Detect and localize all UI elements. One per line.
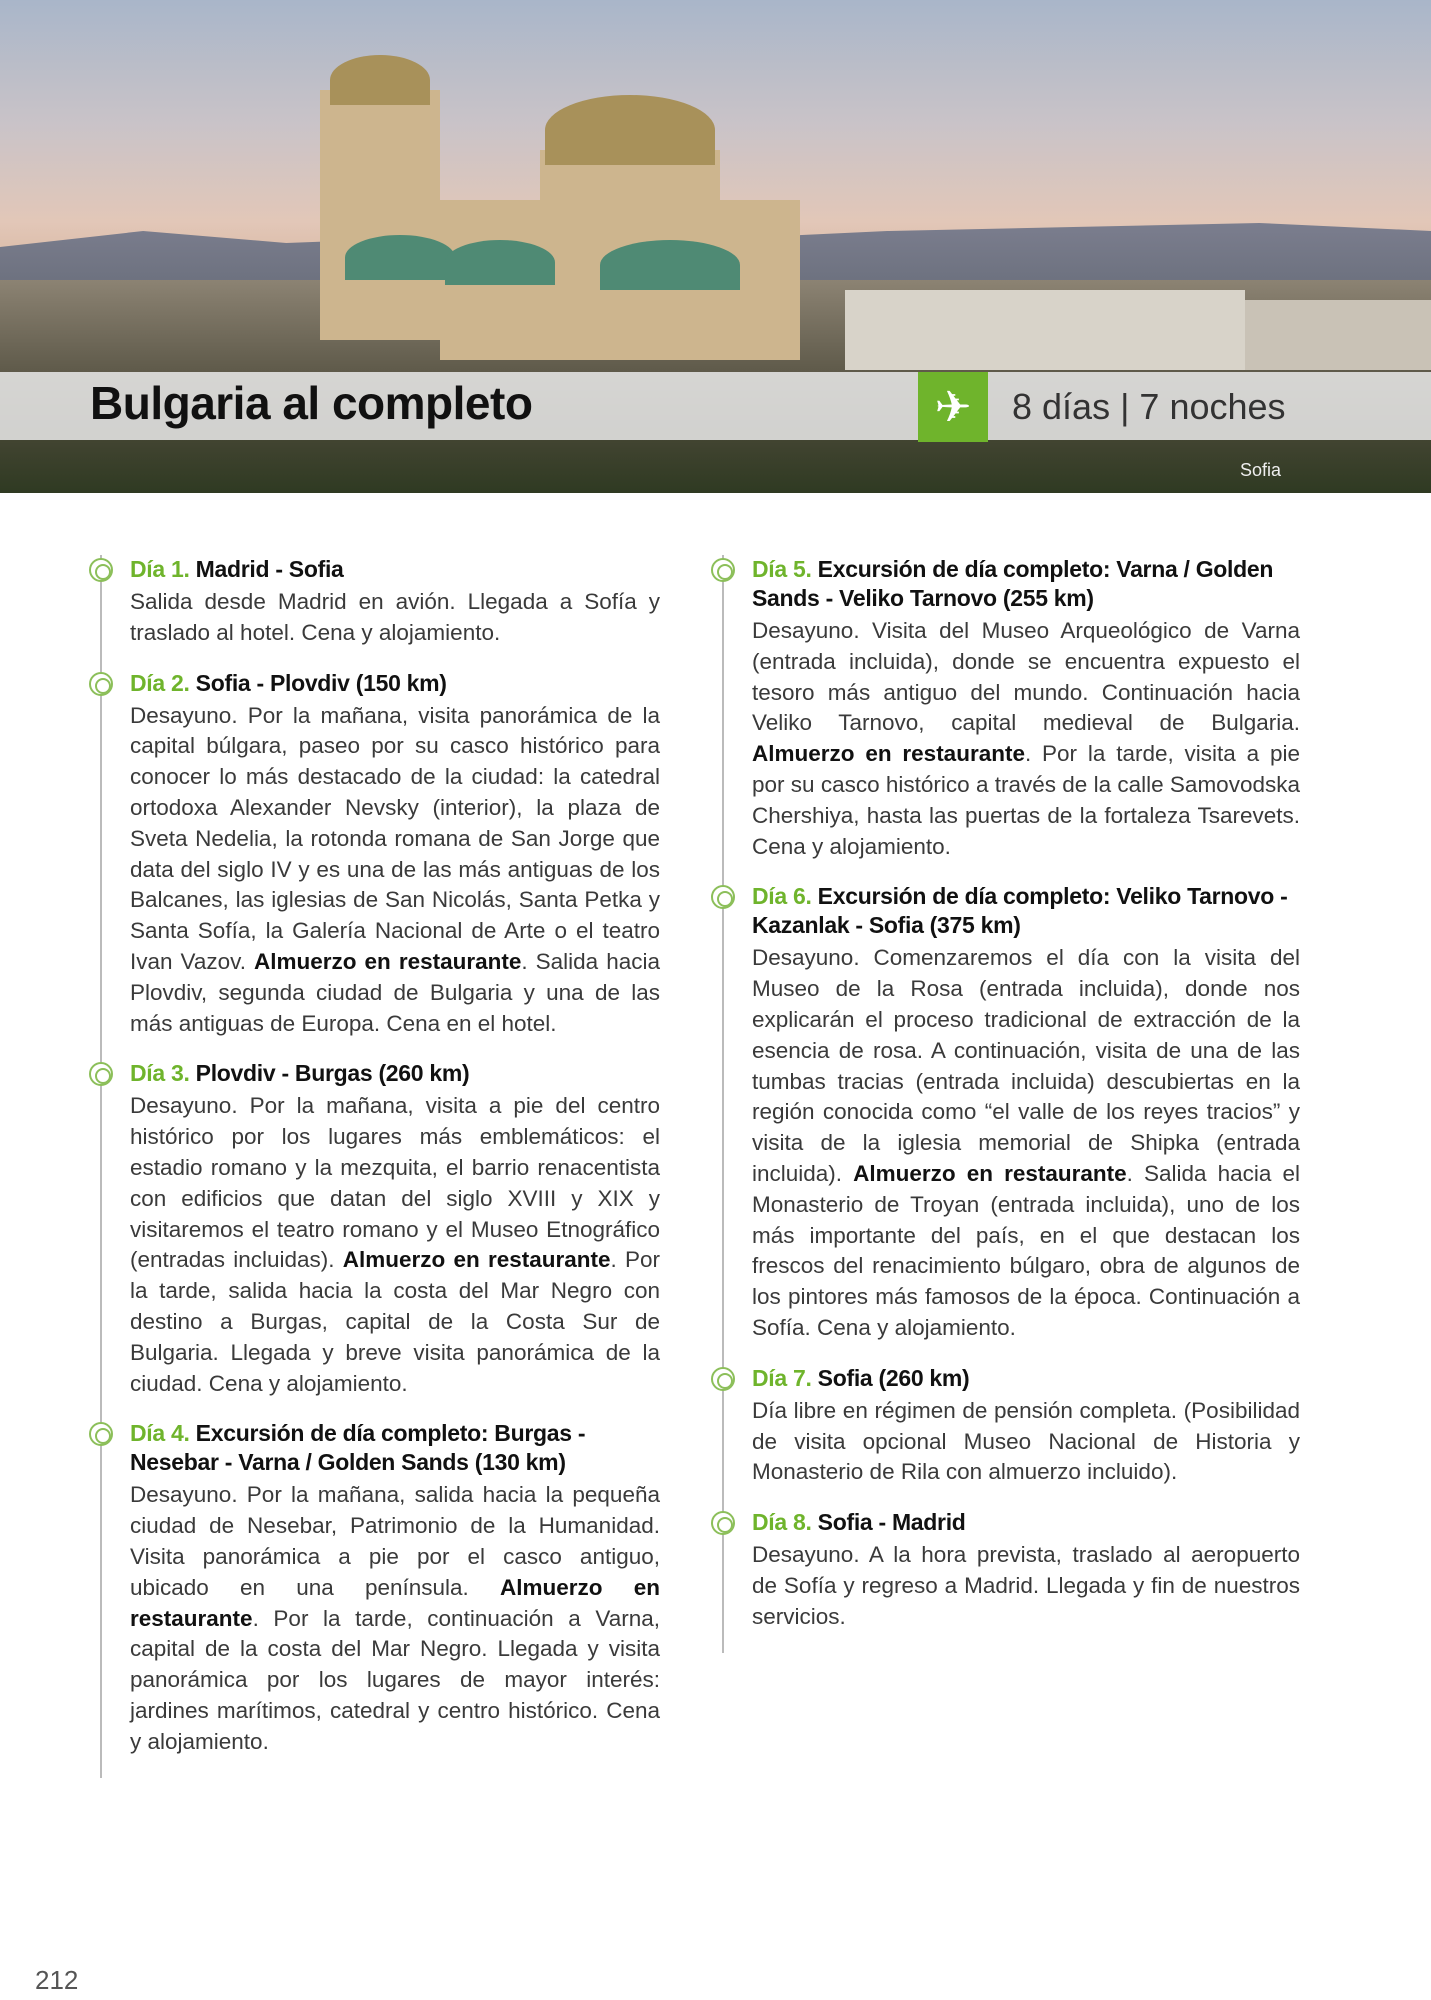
day-description: [130, 1091, 660, 1399]
day-heading: [752, 1508, 1300, 1537]
day-heading: [130, 669, 660, 698]
tower-dome: [330, 55, 430, 105]
timeline-bullet-icon: [89, 1422, 113, 1446]
day-number: Día 2.: [130, 669, 190, 696]
day-description: [752, 1396, 1300, 1488]
day-number: Día 7.: [752, 1364, 812, 1391]
day-title: Excursión de día completo: Burgas - Nesebar - Varna / Golden Sands (130 km): [130, 1420, 586, 1476]
itinerary-column-left: [100, 555, 660, 1778]
itinerary-day: [722, 1508, 1300, 1652]
day-number: Día 4.: [130, 1420, 190, 1447]
timeline-bullet-icon: [711, 1511, 735, 1535]
itinerary-column-right: [722, 555, 1300, 1653]
description-text: Desayuno. A la hora prevista, traslado al aeropuerto de Sofía y regreso a Madrid. Llegada y fin de nuestros servicios.: [752, 1542, 1300, 1629]
airplane-icon: ✈: [918, 372, 988, 442]
day-heading: [752, 882, 1300, 940]
day-description: [130, 701, 660, 1040]
day-title: Sofia - Madrid: [811, 1509, 966, 1536]
day-description: [130, 587, 660, 649]
itinerary-day: [100, 555, 660, 669]
day-number: Día 3.: [130, 1060, 190, 1087]
highlight-text: Almuerzo en restaurante: [752, 741, 1025, 767]
photo-caption: Sofia: [1240, 460, 1282, 480]
description-text: Desayuno. Por la mañana, salida hacia la pequeña ciudad de Nesebar, Patrimonio de la Humanidad. Visita panorámica a pie por el casco antiguo, ubicado en una península.: [130, 1482, 660, 1600]
bell-tower: [320, 90, 440, 340]
highlight-text: Almuerzo en restaurante: [342, 1247, 611, 1273]
day-number: Día 1.: [130, 556, 190, 582]
day-title: Excursión de día completo: Varna / Golden Sands - Veliko Tarnovo (255 km): [752, 556, 1274, 611]
description-text: Desayuno. Visita del Museo Arqueológico de Varna (entrada incluida), donde se encuentra expuesto el tesoro más antiguo del mundo. Continuación hacia Veliko Tarnovo, capital medieval de Bulgaria.: [752, 618, 1300, 736]
highlight-text: Almuerzo en restaurante: [853, 1160, 1127, 1186]
description-text: . Salida hacia Plovdiv, segunda ciudad de Bulgaria y una de las más antiguas de Europa. Cena en el hotel.: [130, 948, 660, 1036]
day-title: Sofia - Plovdiv (150 km): [189, 669, 447, 696]
itinerary-day: [722, 1364, 1300, 1508]
description-text: . Por la tarde, salida hacia la costa del Mar Negro con destino a Burgas, capital de la Costa Sur de Bulgaria. Llegada y breve visita panorámica de la ciudad. Cena y alojamiento.: [130, 1247, 660, 1396]
day-heading: [752, 555, 1300, 613]
timeline-bullet-icon: [89, 558, 113, 582]
itinerary-day: [100, 1419, 660, 1777]
page-title: Bulgaria al completo: [90, 377, 533, 429]
green-dome: [345, 235, 455, 280]
description-text: . Salida hacia el Monasterio de Troyan (entrada incluida), uno de los más importante del país, en el que destacan los frescos del renacimiento búlgaro, obra de algunos de los pintores más famosos de la época. Continuación a Sofía. Cena y alojamiento.: [752, 1160, 1300, 1340]
day-heading: [130, 1059, 660, 1088]
day-number: Día 8.: [752, 1509, 812, 1536]
page-number: 212: [35, 1965, 79, 1995]
day-title: Plovdiv - Burgas (260 km): [189, 1060, 470, 1087]
day-title: Sofia (260 km): [811, 1364, 970, 1391]
description-text: Desayuno. Por la mañana, visita panorámica de la capital búlgara, paseo por su casco histórico para conocer lo más destacado de la ciudad: la catedral ortodoxa Alexander Nevsky (interior), la plaza de Sveta Nedelia, la rotonda romana de San Jorge que data del siglo IV y es una de las más antiguas de los Balcanes, las iglesias de San Nicolás, Santa Petka y Santa Sofía, la Galería Nacional de Arte o el teatro Ivan Vazov.: [130, 702, 660, 974]
day-description: [752, 1540, 1300, 1632]
timeline-bullet-icon: [711, 1367, 735, 1391]
description-text: . Por la tarde, continuación a Varna, capital de la costa del Mar Negro. Llegada y visita panorámica por los lugares de mayor interés: jardines marítimos, catedral y centro histórico. Cena y alojamiento.: [130, 1605, 660, 1754]
green-dome: [445, 240, 555, 285]
description-text: Desayuno. Por la mañana, visita a pie del centro histórico por los lugares más emblemáticos: el estadio romano y la mezquita, el barrio renacentista con edificios que datan del siglo XVIII y XIX y visitaremos el teatro romano y el Museo Etnográfico (entradas incluidas).: [130, 1093, 660, 1273]
palace-building: [845, 290, 1245, 370]
day-number: Día 5.: [752, 556, 812, 582]
trip-duration: 8 días | 7 noches: [1012, 386, 1286, 427]
day-heading: [130, 555, 660, 584]
itinerary-day: [100, 669, 660, 1060]
green-dome: [600, 240, 740, 290]
day-heading: [130, 1419, 660, 1477]
day-title: Madrid - Sofia: [189, 556, 344, 582]
timeline-bullet-icon: [711, 885, 735, 909]
building: [1245, 300, 1431, 370]
itinerary-day: [722, 882, 1300, 1363]
timeline-bullet-icon: [89, 1062, 113, 1086]
highlight-text: Almuerzo en restaurante: [130, 1574, 660, 1631]
timeline-bullet-icon: [711, 558, 735, 582]
timeline-bullet-icon: [89, 672, 113, 696]
day-title: Excursión de día completo: Veliko Tarnovo - Kazanlak - Sofia (375 km): [752, 883, 1288, 939]
day-description: [752, 616, 1300, 862]
day-heading: [752, 1364, 1300, 1393]
hero-photo: [0, 0, 1431, 493]
description-text: . Por la tarde, visita a pie por su casco histórico a través de la calle Samovodska Chershiya, hasta las puertas de la fortaleza Tsarevets. Cena y alojamiento.: [752, 741, 1300, 859]
itinerary-day: [100, 1059, 660, 1419]
day-description: [130, 1480, 660, 1757]
description-text: Día libre en régimen de pensión completa. (Posibilidad de visita opcional Museo Nacional de Historia y Monasterio de Rila con almuerzo incluido).: [752, 1397, 1300, 1485]
highlight-text: Almuerzo en restaurante: [254, 948, 522, 974]
itinerary-day: [722, 555, 1300, 882]
description-text: Desayuno. Comenzaremos el día con la visita del Museo de la Rosa (entrada incluida), donde nos explicarán el proceso tradicional de extracción de la esencia de rosa. A continuación, visita de una de las tumbas tracias (entrada incluida) descubiertas en la región conocida como “el valle de los reyes tracios” y visita de la iglesia memorial de Shipka (entrada incluida).: [752, 945, 1300, 1186]
main-dome: [545, 95, 715, 165]
description-text: Salida desde Madrid en avión. Llegada a Sofía y traslado al hotel. Cena y alojamiento.: [130, 589, 660, 645]
day-description: [752, 943, 1300, 1343]
day-number: Día 6.: [752, 883, 812, 910]
